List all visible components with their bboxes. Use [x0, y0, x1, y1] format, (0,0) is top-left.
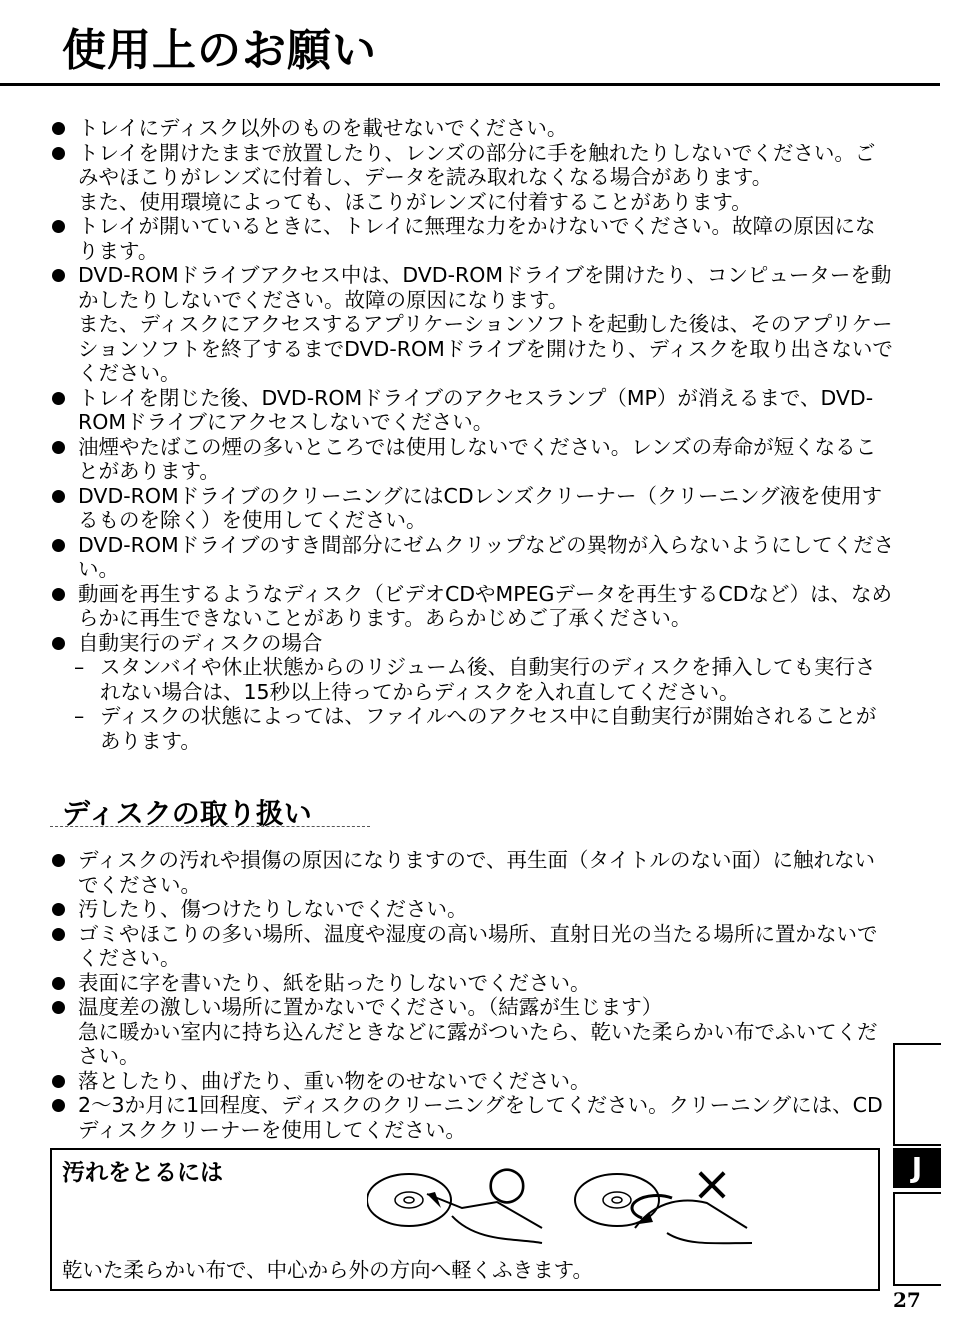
sub-list-item — [50, 655, 895, 704]
item-text: 温度差の激しい場所に置かないでください。（結露が生じます） — [78, 995, 663, 1019]
list-item — [50, 533, 895, 582]
dash-marker: – — [74, 704, 85, 728]
bullet-icon — [52, 220, 65, 233]
item-text: 動画を再生するようなディスク（ビデオCDやMPEGデータを再生するCDなど）は、なめらかに再生できないことがあります。あらかじめご了承ください。 — [78, 581, 893, 630]
list-item — [50, 848, 895, 897]
side-tab-frame-lower — [893, 1192, 941, 1286]
item-extra-text: 急に暖かい室内に持ち込んだときなどに露がついたら、乾いた柔らかい布でふいてください。 — [78, 1019, 878, 1068]
item-text: 自動実行のディスクの場合 — [78, 630, 323, 655]
bullet-icon — [52, 269, 65, 282]
item-text: 2～3か月に1回程度、ディスクのクリーニングをしてください。クリーニングには、CDディスククリーナーを使用してください。 — [78, 1093, 883, 1142]
bullet-icon — [52, 637, 65, 650]
list-item — [50, 263, 895, 386]
cleaning-heading: 汚れをとるには — [62, 1160, 223, 1186]
list-item — [50, 484, 895, 533]
item-text: ディスクの汚れや損傷の原因になりますので、再生面（タイトルのない面）に触れないでください。 — [78, 848, 876, 897]
bullet-icon — [52, 1001, 65, 1014]
dash-marker: – — [74, 655, 85, 679]
bullet-icon — [52, 928, 65, 941]
cleaning-box — [50, 1148, 880, 1291]
side-tab-j: J — [893, 1148, 941, 1188]
item-text: 油煙やたばこの煙の多いところでは使用しないでください。レンズの寿命が短くなることがあります。 — [78, 434, 877, 483]
bullet-icon — [52, 1099, 65, 1112]
bullet-icon — [52, 1075, 65, 1088]
item-text: 表面に字を書いたり、紙を貼ったりしないでください。 — [78, 970, 591, 995]
bullet-icon — [52, 392, 65, 405]
item-text: DVD-ROMドライブアクセス中は、DVD-ROMドライブを開けたり、コンピューターを動かしたりしないでください。故障の原因になります。 — [78, 263, 892, 312]
sub-list-item — [50, 704, 895, 753]
title-rule — [0, 83, 940, 86]
disc-care-list — [50, 848, 895, 1142]
bullet-icon — [52, 539, 65, 552]
item-text: ゴミやほこりの多い場所、温度や湿度の高い場所、直射日光の当たる場所に置かないでください。 — [78, 921, 878, 970]
usage-list — [50, 116, 895, 753]
bullet-icon — [52, 903, 65, 916]
item-extra-text: また、ディスクにアクセスするアプリケーションソフトを起動した後は、そのアプリケーションソフトを終了するまでDVD-ROMドライブを開けたり、ディスクを取り出さないでください。 — [78, 312, 893, 385]
list-item — [50, 116, 895, 141]
page-title: 使用上のお願い — [62, 25, 377, 76]
sub-item-text: スタンバイや休止状態からのリジューム後、自動実行のディスクを挿入しても実行されない場合は、15秒以上待ってからディスクを入れ直してください。 — [100, 655, 876, 704]
list-item — [50, 631, 895, 656]
ng-mark: × — [691, 1158, 733, 1212]
list-item — [50, 922, 895, 971]
list-item — [50, 141, 895, 215]
sub-item-text: ディスクの状態によっては、ファイルへのアクセス中に自動実行が開始されることがあります。 — [100, 704, 877, 753]
cleaning-illustration — [367, 1158, 767, 1248]
bullet-icon — [52, 588, 65, 601]
list-item — [50, 897, 895, 922]
item-text: トレイを閉じた後、DVD-ROMドライブのアクセスランプ（MP）が消えるまで、DVD-ROMドライブにアクセスしないでください。 — [78, 385, 874, 434]
list-item — [50, 1093, 895, 1142]
list-item — [50, 1069, 895, 1094]
item-text: DVD-ROMドライブのクリーニングにはCDレンズクリーナー（クリーニング液を使用するものを除く）を使用してください。 — [78, 483, 883, 532]
bullet-icon — [52, 122, 65, 135]
item-text: トレイを開けたままで放置したり、レンズの部分に手を触れたりしないでください。ごみやほこりがレンズに付着し、データを読み取れなくなる場合があります。 — [78, 140, 876, 189]
item-text: トレイが開いているときに、トレイに無理な力をかけないでください。故障の原因になります。 — [78, 214, 876, 263]
section-underline — [50, 826, 370, 827]
ok-mark: ○ — [486, 1158, 528, 1209]
section-title: ディスクの取り扱い — [62, 797, 312, 830]
item-text: トレイにディスク以外のものを載せないでください。 — [78, 116, 568, 140]
side-tab-frame-upper — [893, 1043, 941, 1146]
item-text: 落としたり、曲げたり、重い物をのせないでください。 — [78, 1068, 591, 1093]
bullet-icon — [52, 977, 65, 990]
item-text: 汚したり、傷つけたりしないでください。 — [78, 897, 468, 921]
cleaning-caption: 乾いた柔らかい布で、中心から外の方向へ軽くふきます。 — [62, 1258, 593, 1282]
list-item — [50, 214, 895, 263]
list-item — [50, 582, 895, 631]
bullet-icon — [52, 441, 65, 454]
list-item — [50, 971, 895, 996]
item-text: DVD-ROMドライブのすき間部分にゼムクリップなどの異物が入らないようにしてください。 — [78, 532, 895, 581]
bullet-icon — [52, 854, 65, 867]
page-number: 27 — [893, 1288, 921, 1312]
list-item — [50, 386, 895, 435]
bullet-icon — [52, 490, 65, 503]
bullet-icon — [52, 147, 65, 160]
item-extra-text: また、使用環境によっても、ほこりがレンズに付着することがあります。 — [78, 189, 752, 214]
list-item — [50, 435, 895, 484]
list-item — [50, 995, 895, 1069]
